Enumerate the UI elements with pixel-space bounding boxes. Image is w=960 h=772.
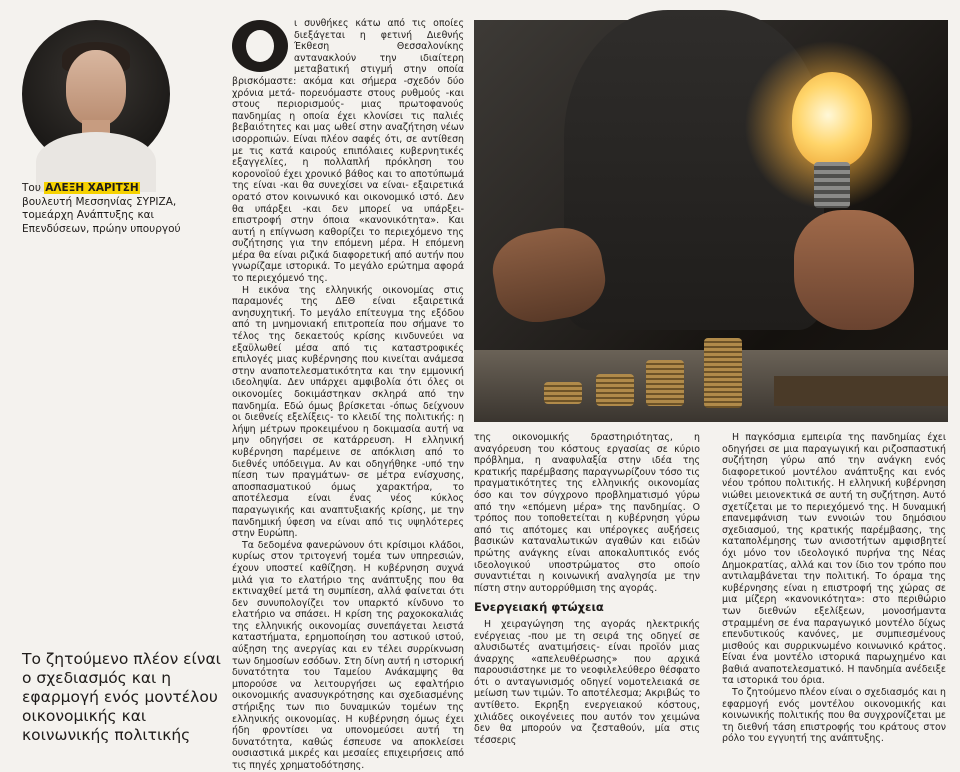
author-photo [22,20,170,168]
article-column-3 [722,432,946,745]
coin-stack [544,382,582,404]
author-face [66,50,126,126]
drop-cap [232,20,288,72]
light-bulb-icon [792,72,872,168]
section-subheading: Ενεργειακή φτώχεια [474,600,604,615]
article-paragraph: της οικονομικής δραστηριότητας, η αναγόρευση του κόστους εργασίας σε κύριο πρόβλημα, η αναφυλαξία στην ιδέα της κρατικής παρέμβασης παραγνωρίζουν τόσο τις πραγματικότητες της ελληνικής οικονομίας όσο και τον σύγχρονο προβληματισμό γύρω από την «επόμενη μέρα» της πανδημίας. Ο τρόπος που τοποθετείται η κυβέρνηση γύρω από τις απότομες και υπέρογκες αυξήσεις βασικών καταναλωτικών αγαθών και ειδών πρώτης ανάγκης είναι αποκαλυπτικός ενός ιδεολογικού υποστρώματος στο οποίο συναντιέται η κοινωνική αναλγησία με την πίστη στην αυτορρύθμιση της αγοράς. [474,432,700,594]
article-photo [474,20,948,422]
byline [22,182,222,236]
article-paragraph: Η εικόνα της ελληνικής οικονομίας στις παραμονές της ΔΕΘ είναι εξαιρετικά ανησυχητική. Το μεγάλο επίτευγμα της εξόδου από τη μνημονιακή επιτροπεία που σήμανε το τέλος της δεκαετούς κρίσης κινδυνεύει να εξαϋλωθεί μέσα από τις καταστροφικές επιλογές μιας κυβέρνησης που κινείται ανάμεσα στην αναποτελεσματικότητα και την εμμονική ιδεοληψία. Δεν υπάρχει αμφιβολία ότι όλες οι οικονομίες δοκιμάστηκαν σκληρά από την πανδημία. Εδώ όμως βρίσκεται -όπως δείχνουν οι διεθνείς εξελίξεις- το κλειδί της πολιτικής: η λήψη μέτρων προκειμένου η δοκιμασία αυτή να μην οδηγήσει σε κατάρρευση. Η ελληνική κυβέρνηση παρέμεινε σε απόκλιση από το διεθνές υπόδειγμα. Αν και οδηγήθηκε -υπό την πίεση των πραγμάτων- σε μέτρα ενίσχυσης, αποσπασματικού όμως χαρακτήρα, το αποτέλεσμα είναι ένας νέος κύκλος παραγωγικής και αναπτυξιακής κρίσης, με την πανδημική ύφεση να είναι από τις υψηλότερες στην Ευρώπη. [232,284,464,540]
article-column-1 [232,18,464,771]
coin-stack [596,374,634,406]
article-column-2 [474,432,700,746]
article-paragraph: ι συνθήκες κάτω από τις οποίες διεξάγεται η φετινή Διεθνής Έκθεση Θεσσαλονίκης αντανακλούν την ιδιαίτερη μεταβατική στιγμή στην οποία βρισκόμαστε: ακόμα και σήμερα -σχεδόν δύο χρόνια μετά- πορευόμαστε στους ρυθμούς -και στους περιορισμούς- μιας πρωτοφανούς πανδημίας η οποία έχει κλονίσει τις παλιές βεβαιότητες και μας ωθεί στην αναζήτηση νέων ισορροπιών. Είναι πλέον σαφές ότι, σε αντίθεση με τις κατά καιρούς επιπόλαιες κυβερνητικές εξαγγελίες, η πολλαπλή πρόκληση του κορονοϊού έχει χρονικό βάθος και το αποτύπωμά της είναι -και θα συνεχίσει να είναι- εξαιρετικά ορατό στον κοινωνικό και οικονομικό ιστό. Δεν θα υπάρξει -και δεν μπορεί να υπάρξει- επιστροφή στην όποια «κανονικότητα». Και αυτή η επίγνωση καθορίζει το περιεχόμενο της συζήτησης για την επόμενη μέρα. Η επόμενη μέρα θα είναι ριζικά διαφορετική από αυτήν που γνωρίζαμε ιστορικά. Το μεγάλο ερώτημα αφορά το περιεχόμενό της. [232,18,464,285]
photo-right-hand [794,210,914,330]
byline-prefix: Του [22,182,41,194]
article-paragraph: Τα δεδομένα φανερώνουν ότι κρίσιμοι κλάδοι, κυρίως στον τριτογενή τομέα των υπηρεσιών, έχουν υποστεί καθίζηση. Η κυβέρνηση συχνά μιλά για το ελατήριο της ανάπτυξης που θα εκτιναχθεί μετά τη συμπίεση, αλλά φαίνεται ότι δεν συνυπολογίζει τον υπαρκτό κίνδυνο το ελατήριο να σπάσει. Η κρίση της ραχοκοκαλιάς της ελληνικής οικονομίας συνεπάγεται λειστά καταστήματα, ερημοποίηση του αστικού ιστού, αύξηση της ανεργίας και εν τέλει συρρίκνωση των δημοσίων εσόδων. Στη δίνη αυτή η ιστορική δυνατότητα του Ταμείου Ανάκαμψης θα μπορούσε να λειτουργήσει ως εφαλτήριο οικονομικής ανασυγκρότησης και σχεδιασμένης στήριξης των πιο δυναμικών τομέων της ελληνικής οικονομίας. Η κυβέρνηση όμως έχει ήδη φροντίσει να υπονομεύσει αυτή τη δυνατότητα, καθώς έσπευσε να αποκλείσει ουσιαστικά μικρές και μεσαίες επιχειρήσεις από τις πηγές χρηματοδότησης. [232,539,464,771]
article-paragraph: Το ζητούμενο πλέον είναι ο σχεδιασμός και η εφαρμογή ενός μοντέλου οικονομικής και κοινωνικής πολιτικής που θα συγχρονίζεται με τη διεθνή τάση επιστροφής του κράτους στον ρόλο του εγγυητή της ανάπτυξης. [722,687,946,745]
coin-stack [704,338,742,408]
article-paragraph: Η χειραγώγηση της αγοράς ηλεκτρικής ενέργειας -που με τη σειρά της οδηγεί σε αλυσιδωτές ανατιμήσεις- είναι προϊόν μιας άναρχης «απελευθέρωσης» που αρχικά παρουσιάστηκε με το νεοφιλελεύθερο θέσφατο ότι ο ανταγωνισμός οδηγεί νομοτελειακά σε μείωση των τιμών. Το αποτέλεσμα; Ακριβώς το αντίθετο. Εκρηξη ενεργειακού κόστους, χιλιάδες οικογένειες που αυτόν τον χειμώνα δεν θα μπορούν να ζεσταθούν, μία στις τέσσερις [474,618,700,746]
article-paragraph: Η παγκόσμια εμπειρία της πανδημίας έχει οδηγήσει σε μια παραγωγική και ριζοσπαστική συζήτηση γύρω από την ανάγκη ενός διαφορετικού μοντέλου ανάπτυξης και ενός νέου τρόπου πολιτικής. Η ελληνική κυβέρνηση νιώθει μειονεκτικά σε αυτή τη συζήτηση. Αυτό σχετίζεται με το περιεχόμενό της. Η δυναμική επανεμφάνιση των εννοιών του δημόσιου σχεδιασμού, της κρατικής παρέμβασης, της καταπολέμησης των ανισοτήτων αμφισβητεί όχι μόνο τον ιδεολογικό πυρήνα της Νέας Δημοκρατίας, αλλά και τον ίδιο τον τρόπο που αντιλαμβάνεται την πολιτική. Το όραμα της κυβέρνησης είναι η επιστροφή της χώρας σε μια μίζερη «κανονικότητα»: στο περιθώριο των διεθνών εξελίξεων, μονοσήμαντα στραμμένη σε ένα παραγωγικό μοντέλο δίχως επενδυτικούς κανόνες, με συμπιεσμένους μισθούς και συρρικνωμένο κοινωνικό κράτος. Είναι ένα μοντέλο ιστορικά παρωχημένο και βαθιά αναποτελεσματικό. Η πανδημία ανέδειξε τα ιστορικά του όρια. [722,432,946,687]
photo-book [774,376,948,406]
author-role: βουλευτή Μεσσηνίας ΣΥΡΙΖΑ, τομεάρχη Ανάπτυξης και Επενδύσεων, πρώην υπουργού [22,195,181,235]
coin-stack [646,360,684,406]
photo-bulb-base [814,162,850,208]
drop-cap-letter [232,22,288,70]
author-name: ΑΛΕΞΗ ΧΑΡΙΤΣΗ [45,182,139,194]
pull-quote: Το ζητούμενο πλέον είναι ο σχεδιασμός και η εφαρμογή ενός μοντέλου οικονομικής και κοινωνικής πολιτικής [22,650,221,744]
